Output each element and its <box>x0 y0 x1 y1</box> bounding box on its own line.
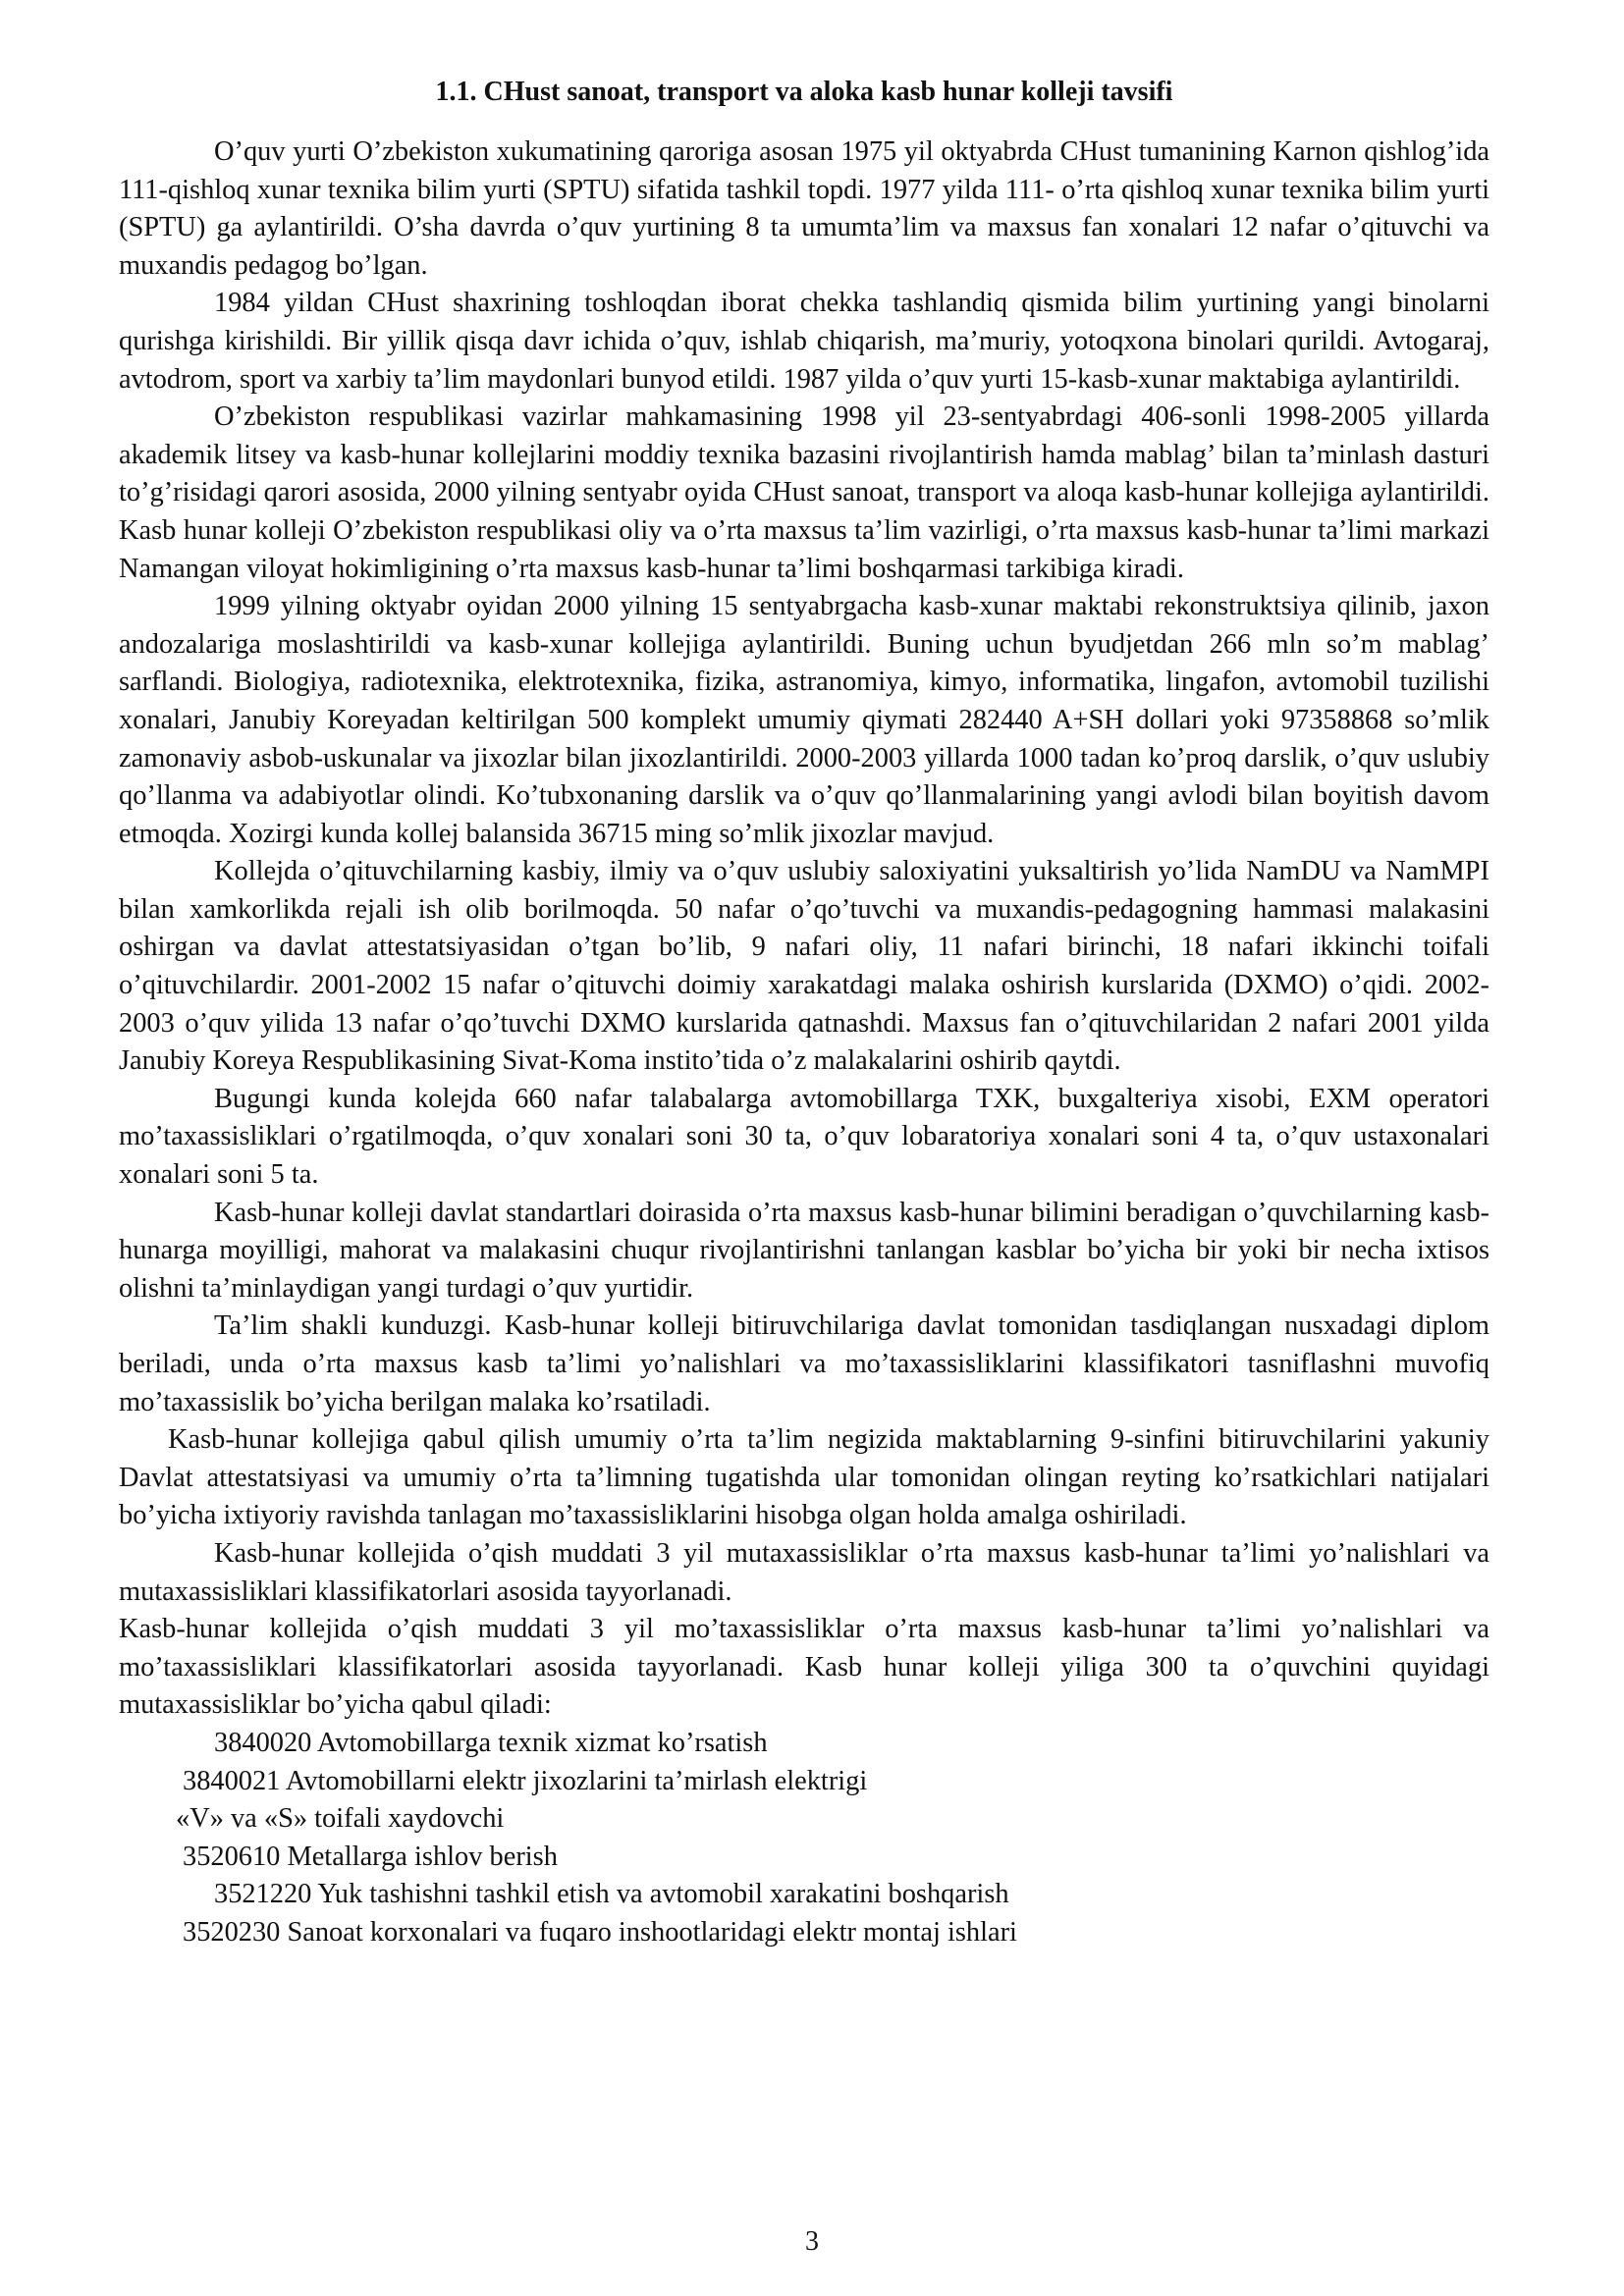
document-page <box>119 75 1489 1952</box>
section-title: 1.1. CHust sanoat, transport va aloka kasb hunar kolleji tavsifi <box>435 77 1173 107</box>
specialty-item: 3520610 Metallarga ishlov berish <box>183 1841 558 1872</box>
paragraph-admission: Kasb-hunar kollejiga qabul qilish umumiy o’rta ta’lim negizida maktablarning 9-sinfini bitiruvchilarini yakuniy Davlat attestatsiyasi va umumiy o’rta ta’limning tugatishda ular tomonidan olingan reyting ko’rsatkichlari natijalari bo’yicha ixtiyoriy ravishda tanlagan mo’taxassisliklarini hisobga olgan holda amalga oshiriladi. <box>119 1424 1489 1531</box>
specialty-item: 3520230 Sanoat korxonalari va fuqaro inshootlaridagi elektr montaj ishlari <box>183 1916 1017 1948</box>
specialty-item: 3840021 Avtomobillarni elektr jixozlarini ta’mirlash elektrigi <box>183 1765 868 1796</box>
paragraph-college-transformation: O’zbekiston respublikasi vazirlar mahkamasining 1998 yil 23-sentyabrdagi 406-sonli 1998-2005 yillarda akademik litsey va kasb-hunar kollejlarini moddiy texnika bazasini rivojlantirish hamda mablag’ bilan ta’minlash dasturi to’g’risidagi qarori asosida, 2000 yilning sentyabr oyida CHust sanoat, transport va aloqa kasb-hunar kollejiga aylantirildi. Kasb hunar kolleji O’zbekiston respublikasi oliy va o’rta maxsus ta’lim vazirligi, o’rta maxsus kasb-hunar ta’limi markazi Namangan viloyat hokimligining o’rta maxsus kasb-hunar ta’limi boshqarmasi tarkibiga kiradi. <box>119 401 1489 584</box>
specialty-item: «V» va «S» toifali xaydovchi <box>176 1803 505 1835</box>
paragraph-history-founding: O’quv yurti O’zbekiston xukumatining qaroriga asosan 1975 yil oktyabrda CHust tumanining Karnon qishlog’ida 111-qishloq xunar texnika bilim yurti (SPTU) sifatida tashkil topdi. 1977 yilda 111- o’rta qishloq xunar texnika bilim yurti (SPTU) ga aylantirildi. O’sha davrda o’quv yurtining 8 ta umumta’lim va maxsus fan xonalari 12 nafar o’qituvchi va muxandis pedagog bo’lgan. <box>119 136 1489 281</box>
paragraph-annual-intake: Kasb-hunar kollejida o’qish muddati 3 yil mo’taxassisliklar o’rta maxsus kasb-hunar ta’limi yo’nalishlari va mo’taxassisliklari klassifikatorlari asosida tayyorlanadi. Kasb hunar kolleji yiliga 300 ta o’quvchini quyidagi mutaxassisliklar bo’yicha qabul qiladi: <box>119 1614 1489 1721</box>
paragraph-college-definition: Kasb-hunar kolleji davlat standartlari doirasida o’rta maxsus kasb-hunar bilimini beradigan o’quvchilarning kasb-hunarga moyilligi, mahorat va malakasini chuqur rivojlantirishni tanlangan kasblar bo’yicha bir yoki bir necha ixtisos olishni ta’minlaydigan yangi turdagi o’quv yurtidir. <box>119 1197 1489 1304</box>
specialty-item: 3521220 Yuk tashishni tashkil etish va avtomobil xarakatini boshqarish <box>214 1879 1009 1910</box>
paragraph-teachers-qualification: Kollejda o’qituvchilarning kasbiy, ilmiy va o’quv uslubiy saloxiyatini yuksaltirish yo’lida NamDU va NamMPI bilan xamkorlikda rejali ish olib borilmoqda. 50 nafar o’qo’tuvchi va muxandis-pedagogning hammasi malakasini oshirgan va davlat attestatsiyasidan o’tgan bo’lib, 9 nafari oliy, 11 nafari birinchi, 18 nafari ikkinchi toifali o’qituvchilardir. 2001-2002 15 nafar o’qituvchi doimiy xarakatdagi malaka oshirish kurslarida (DXMO) o’qidi. 2002-2003 o’quv yilida 13 nafar o’qo’tuvchi DXMO kurslarida qatnashdi. Maxsus fan o’qituvchilaridan 2 nafari 2001 yilda Janubiy Koreya Respublikasining Sivat-Koma instito’tida o’z malakalarini oshirib qaytdi. <box>119 856 1489 1077</box>
paragraph-new-buildings: 1984 yildan CHust shaxrining toshloqdan iborat chekka tashlandiq qismida bilim yurtining yangi binolarni qurishga kirishildi. Bir yillik qisqa davr ichida o’quv, ishlab chiqarish, ma’muriy, yotoqxona binolari qurildi. Avtogaraj, avtodrom, sport va xarbiy ta’lim maydonlari bunyod etildi. 1987 yilda o’quv yurti 15-kasb-xunar maktabiga aylantirildi. <box>119 288 1489 395</box>
paragraph-current-students: Bugungi kunda kolejda 660 nafar talabalarga avtomobillarga TXK, buxgalteriya xisobi, EXM operatori mo’taxassisliklari o’rgatilmoqda, o’quv xonalari soni 30 ta, o’quv lobaratoriya xonalari soni 4 ta, o’quv ustaxonalari xonalari soni 5 ta. <box>119 1083 1489 1191</box>
specialty-list <box>119 1725 1489 1952</box>
page-number: 3 <box>805 2226 819 2257</box>
paragraph-reconstruction: 1999 yilning oktyabr oyidan 2000 yilning 15 sentyabrgacha kasb-xunar maktabi rekonstruktsiya qilinib, jaxon andozalariga moslashtirildi va kasb-xunar kollejiga aylantirildi. Buning uchun byudjetdan 266 mln so’m mablag’ sarflandi. Biologiya, radiotexnika, elektrotexnika, fizika, astranomiya, kimyo, informatika, lingafon, avtomobil tuzilishi xonalari, Janubiy Koreyadan keltirilgan 500 komplekt umumiy qiymati 282440 A+SH dollari yoki 97358868 so’mlik zamonaviy asbob-uskunalar va jixozlar bilan jixozlantirildi. 2000-2003 yillarda 1000 tadan ko’proq darslik, o’quv uslubiy qo’llanma va adabiyotlar olindi. Ko’tubxonaning darslik va o’quv qo’llanmalarining yangi avlodi bilan boyitish davom etmoqda. Xozirgi kunda kollej balansida 36715 ming so’mlik jixozlar mavjud. <box>119 591 1489 849</box>
specialty-item: 3840020 Avtomobillarga texnik xizmat ko’rsatish <box>214 1727 768 1758</box>
paragraph-study-form: Ta’lim shakli kunduzgi. Kasb-hunar kolleji bitiruvchilariga davlat tomonidan tasdiqlangan nusxadagi diplom beriladi, unda o’rta maxsus kasb ta’limi yo’nalishlari va mo’taxassisliklarini klassifikatori tasniflashni muvofiq mo’taxassislik bo’yicha berilgan malaka ko’rsatiladi. <box>119 1310 1489 1417</box>
paragraph-study-duration: Kasb-hunar kollejida o’qish muddati 3 yil mutaxassisliklar o’rta maxsus kasb-hunar ta’limi yo’nalishlari va mutaxassisliklari klassifikatorlari asosida tayyorlanadi. <box>119 1537 1489 1607</box>
